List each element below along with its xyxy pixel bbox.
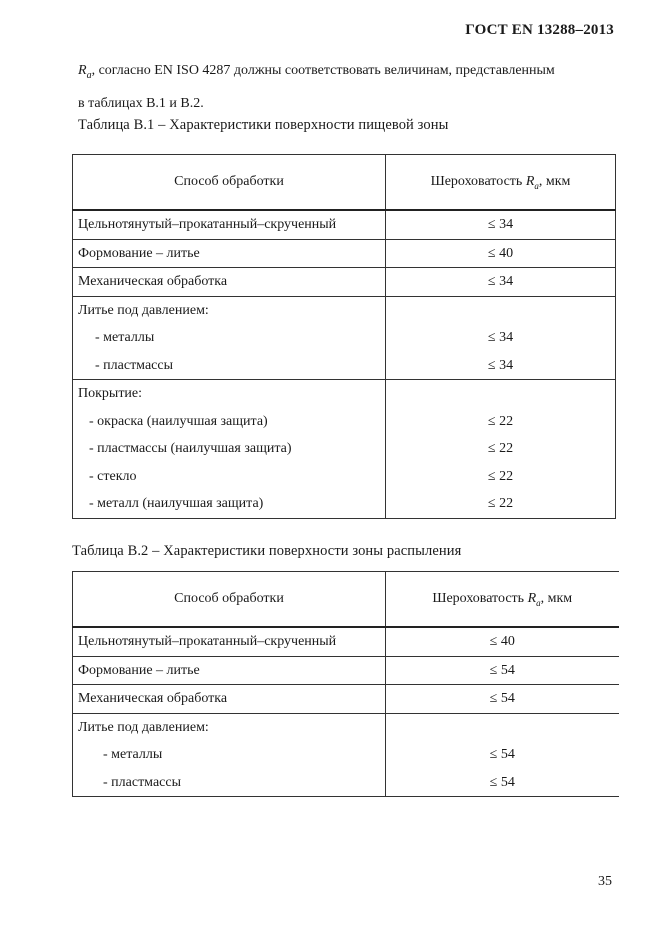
roughness-value: ≤ 40 (487, 245, 514, 261)
method-cell (73, 239, 386, 268)
roughness-cell (386, 380, 616, 519)
roughness-value: ≤ 22 (487, 468, 514, 484)
roughness-cell (386, 685, 619, 714)
method-label: Литье под давлением: (78, 719, 209, 735)
roughness-cell (386, 210, 616, 239)
method-cell (73, 685, 386, 714)
method-sublabel: - металлы (95, 330, 155, 345)
table-row (73, 239, 616, 268)
roughness-value: ≤ 40 (489, 634, 515, 649)
method-sublabel: - пластмассы (95, 357, 173, 373)
roughness-value (386, 380, 615, 408)
table2-caption: Таблица В.2 – Характеристики поверхности зоны распыления (72, 543, 462, 559)
intro-paragraph (78, 57, 618, 118)
table2-header-method: Способ обработки (73, 572, 386, 628)
roughness-cell (386, 656, 619, 685)
method-cell (73, 656, 386, 685)
table2-header-roughness: Шероховатость $R_a$, мкм (386, 572, 619, 628)
method-sublabel: - металл (наилучшая защита) (89, 496, 264, 511)
roughness-value: ≤ 34 (487, 274, 514, 289)
method-label: Механическая обработка (78, 274, 228, 289)
table1-caption: Таблица В.1 – Характеристики поверхности пищевой зоны (78, 117, 449, 133)
roughness-value: ≤ 54 (489, 747, 515, 762)
method-label: Покрытие: (78, 386, 143, 401)
method-cell (73, 210, 386, 239)
method-cell (73, 713, 386, 797)
roughness-value: ≤ 22 (487, 441, 514, 456)
method-sublabel: - пластмассы (103, 774, 181, 790)
method-label: Литье под давлением: (78, 302, 209, 318)
method-label: Цельнотянутый–прокатанный–скрученный (78, 634, 337, 649)
roughness-value (386, 714, 619, 742)
roughness-value: ≤ 54 (489, 691, 515, 706)
method-label: Формование – литье (78, 245, 200, 261)
method-sublabel: - пластмассы (наилучшая защита) (89, 441, 292, 456)
intro-text-1: , согласно EN ISO 4287 должны соответствовать величинам, представленным (91, 63, 555, 78)
roughness-value: ≤ 22 (487, 413, 514, 429)
roughness-value: ≤ 34 (487, 330, 514, 345)
intro-line-1 (78, 57, 618, 90)
method-label: Механическая обработка (78, 691, 228, 706)
roughness-subscript: a (86, 69, 92, 81)
roughness-value: ≤ 22 (487, 496, 514, 511)
table1-header-method: Способ обработки (73, 155, 386, 211)
method-cell (73, 296, 386, 380)
table1 (72, 154, 616, 519)
table-row (73, 268, 616, 297)
roughness-value: ≤ 54 (489, 662, 515, 678)
intro-line-2: в таблицах В.1 и В.2. (78, 95, 204, 111)
roughness-cell (386, 268, 616, 297)
table-row (73, 210, 616, 239)
roughness-symbol: R (78, 63, 87, 78)
method-label: Формование – литье (78, 662, 200, 678)
roughness-value (386, 297, 615, 325)
roughness-value: ≤ 54 (489, 774, 515, 790)
method-sublabel: - стекло (89, 468, 137, 484)
roughness-cell (386, 713, 619, 797)
roughness-cell (386, 296, 616, 380)
roughness-cell (386, 239, 616, 268)
table2 (72, 571, 619, 797)
standard-designation: ГОСТ EN 13288–2013 (465, 22, 614, 38)
method-label: Цельнотянутый–прокатанный–скрученный (78, 217, 337, 232)
page-number: 35 (598, 874, 612, 889)
method-sublabel: - металлы (103, 747, 163, 762)
table-row (73, 296, 616, 380)
method-cell (73, 268, 386, 297)
table-row (73, 685, 619, 714)
roughness-value: ≤ 34 (487, 217, 514, 232)
table-row (73, 380, 616, 519)
roughness-value: ≤ 34 (487, 357, 514, 373)
table1-header-roughness: Шероховатость $R_a$, мкм (386, 155, 616, 211)
roughness-cell (386, 627, 619, 656)
method-sublabel: - окраска (наилучшая защита) (89, 413, 268, 429)
method-cell (73, 380, 386, 519)
method-cell (73, 627, 386, 656)
table-row (73, 713, 619, 797)
table-row (73, 656, 619, 685)
table-row (73, 627, 619, 656)
